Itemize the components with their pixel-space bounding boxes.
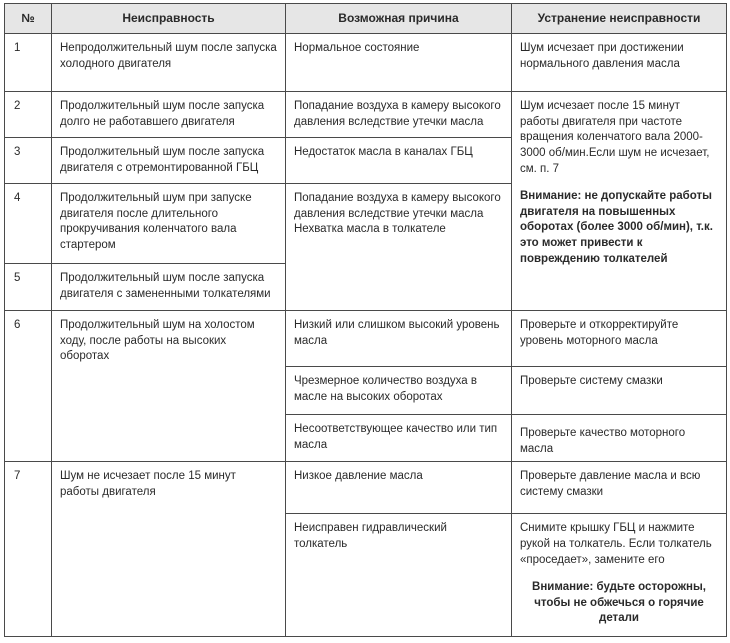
fix-cell: Проверьте давление масла и всю систему смазки (512, 462, 727, 514)
row-number: 1 (5, 34, 52, 92)
row-number: 7 (5, 462, 52, 637)
fix-text: Проверьте качество моторного масла (520, 427, 686, 455)
fault-cell: Шум не исчезает после 15 минут работы двигателя (52, 462, 286, 637)
cause-text: Попадание воздуха в камеру высокого давления вследствие утечки масла (294, 192, 501, 220)
cause-text: Нехватка масла в толкателе (294, 223, 446, 236)
header-fault: Неисправность (52, 4, 286, 34)
table-header-row (5, 4, 727, 34)
fix-cell: Шум исчезает при достижении нормального давления масла (512, 34, 727, 92)
cause-cell: Чрезмерное количество воздуха в масле на высоких оборотах (286, 367, 512, 415)
fault-cell: Продолжительный шум после запуска двигателя с замененными толкателями (52, 264, 286, 311)
header-num: № (5, 4, 52, 34)
table-row (5, 311, 727, 367)
fix-cell: Проверьте систему смазки (512, 367, 727, 415)
fix-cell (512, 514, 727, 637)
fix-warning: Внимание: не допускайте работы двигателя на повышенных оборотах (более 3000 об/мин), т.к. это может привести к повреждению толкателей (520, 190, 713, 265)
row-number: 2 (5, 92, 52, 138)
cause-cell: Недостаток масла в каналах ГБЦ (286, 138, 512, 184)
cause-cell: Низкий или слишком высокий уровень масла (286, 311, 512, 367)
cause-cell: Несоответствующее качество или тип масла (286, 415, 512, 462)
row-number: 5 (5, 264, 52, 311)
fault-cell: Непродолжительный шум после запуска холодного двигателя (52, 34, 286, 92)
table-row (5, 34, 727, 92)
cause-cell-merged (286, 184, 512, 311)
fix-cell-merged (512, 92, 727, 311)
fault-cell: Продолжительный шум после запуска двигателя с отремонтированной ГБЦ (52, 138, 286, 184)
row-number: 3 (5, 138, 52, 184)
table-row (5, 92, 727, 138)
fix-warning: Внимание: будьте осторожны, чтобы не обжечься о горячие детали (532, 581, 706, 625)
fault-cell: Продолжительный шум при запуске двигателя после длительного прокручивания коленчатого вала стартером (52, 184, 286, 264)
header-fix: Устранение неисправности (512, 4, 727, 34)
troubleshooting-table (4, 3, 727, 637)
fix-cell: Проверьте и откорректируйте уровень моторного масла (512, 311, 727, 367)
row-number: 4 (5, 184, 52, 264)
fix-text: Шум исчезает после 15 минут работы двигателя при частоте вращения коленчатого вала 2000-3000 об/мин.Если шум не исчезает, см. п. 7 (520, 100, 710, 175)
fix-cell (512, 415, 727, 462)
cause-cell: Попадание воздуха в камеру высокого давления вследствие утечки масла (286, 92, 512, 138)
fault-cell: Продолжительный шум на холостом ходу, после работы на высоких оборотах (52, 311, 286, 462)
cause-cell: Нормальное состояние (286, 34, 512, 92)
table-row (5, 462, 727, 514)
fault-cell: Продолжительный шум после запуска долго не работавшего двигателя (52, 92, 286, 138)
row-number: 6 (5, 311, 52, 462)
cause-cell: Низкое давление масла (286, 462, 512, 514)
cause-cell: Неисправен гидравлический толкатель (286, 514, 512, 637)
fix-text: Снимите крышку ГБЦ и нажмите рукой на толкатель. Если толкатель «проседает», замените его (520, 522, 712, 566)
header-cause: Возможная причина (286, 4, 512, 34)
